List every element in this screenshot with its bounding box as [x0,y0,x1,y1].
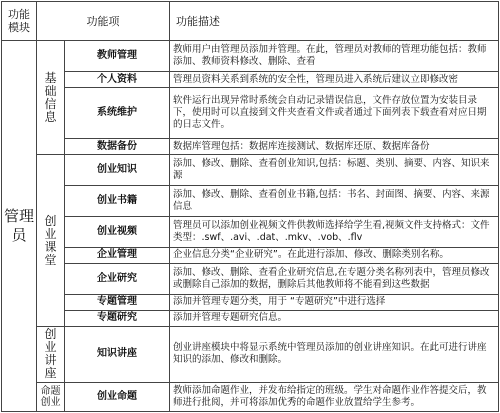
header-description: 功能描述 [170,2,499,41]
role-cell [2,41,37,412]
description-cell: 添加、修改、删除、查看创业书籍,包括：书名、封面图、摘要、内容、来源信息 [170,186,499,217]
group-cell-proposition [37,383,65,412]
table-row [2,155,499,186]
group-cell-lecture [37,326,65,382]
table-row [2,139,499,155]
group-label: 命题 创业 [40,386,61,409]
description-cell: 创业讲座模块中将显示系统中管理员添加的创业讲座知识。在此可进行讲座知识的添加、修改和删除。 [170,326,499,382]
feature-cell: 企业管理 [65,247,170,263]
table-row [2,383,499,412]
description-cell: 添加、修改、删除、查看创业知识,包括：标题、类别、摘要、内容、知识来源 [170,155,499,186]
feature-cell: 知识讲座 [65,326,170,382]
description-cell: 管理员可以添加创业视频文件供教师选择给学生看,视频文件支持格式：文件类型：.swf、.avi、.dat、.mkv、.vob、.flv [170,217,499,248]
description-cell: 数据库管理包括：数据库连接测试、数据库还原、数据库备份 [170,139,499,155]
feature-cell: 系统维护 [65,88,170,139]
table-row [2,217,499,248]
feature-cell: 创业知识 [65,155,170,186]
table-row [2,326,499,382]
description-cell: 教师添加命题作业，并发布给指定的班级。学生对命题作业作答提交后，教师进行批阅，并可将添加优秀的命题作业放置给学生参考。 [170,383,499,412]
description-cell: 添加并管理专题分类，用于 “专题研究”中进行选择 [170,294,499,310]
description-cell: 添加、修改、删除、查看企业研究信息,在专题分类名称列表中，管理员修改或删除自己添加的数据，删除后其他教师将不能看到这些数据 [170,263,499,294]
feature-cell: 创业视频 [65,217,170,248]
table-row [2,263,499,294]
description-cell: 软件运行出现异常时系统会自动记录错误信息，文件存放位置为安装目录下，使用时可以直接到文件夹查看文件或者通过下面列表下载查看对应日期的日志文件。 [170,88,499,139]
feature-cell: 数据备份 [65,139,170,155]
group-cell-startup-class [37,155,65,326]
table-row [2,88,499,139]
header-feature: 功能项 [37,2,170,41]
table-row [2,310,499,326]
table-row [2,72,499,88]
feature-cell: 创业命题 [65,383,170,412]
group-label: 基础信息 [44,70,57,124]
group-label: 创业课堂 [44,213,57,267]
table-row [2,294,499,310]
description-cell: 添加并管理专题研究信息。 [170,310,499,326]
feature-cell: 个人资料 [65,72,170,88]
feature-cell: 专题管理 [65,294,170,310]
feature-cell: 创业书籍 [65,186,170,217]
table-row [2,247,499,263]
feature-cell: 教师管理 [65,41,170,72]
description-cell: 教师用户由管理员添加并管理。在此，管理员对教师的管理功能包括：教师添加、教师资料修改、删除、查看 [170,41,499,72]
table-row [2,41,499,72]
table-row [2,186,499,217]
feature-cell: 专题研究 [65,310,170,326]
description-cell: 管理员资料关系到系统的安全性，管理员进入系统后建议立即修改密 [170,72,499,88]
header-module: 功能模块 [2,2,37,41]
header-row [2,2,499,41]
group-label: 创业讲座 [44,327,57,381]
feature-cell: 企业研究 [65,263,170,294]
role-label: 管理员 [3,207,34,245]
group-cell-basic-info [37,41,65,155]
feature-table [1,1,499,412]
description-cell: 企业信息分类“企业研究”。在此进行添加、修改、删除类别名称。 [170,247,499,263]
